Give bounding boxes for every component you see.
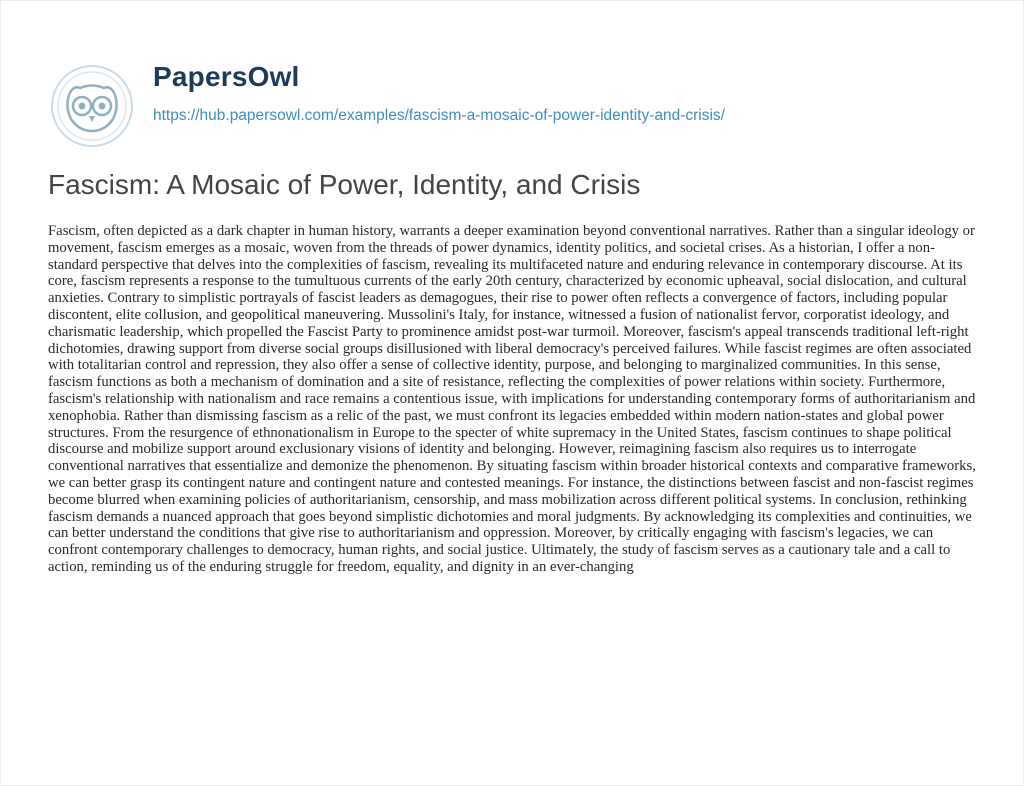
brand-name: PapersOwl [153, 61, 300, 92]
owl-logo-icon [49, 63, 135, 149]
article-title: Fascism: A Mosaic of Power, Identity, and Crisis [48, 169, 641, 200]
site-header [49, 51, 989, 141]
page-url-link[interactable]: https://hub.papersowl.com/examples/fascism-a-mosaic-of-power-identity-and-crisis/ [153, 107, 725, 124]
article-body: Fascism, often depicted as a dark chapter in human history, warrants a deeper examination beyond conventional narratives. Rather than a singular ideology or movement, fascism emerges as a mosaic, woven from the threads of power dynamics, identity politics, and societal crises. As a historian, I offer a non-standard perspective that delves into the complexities of fascism, revealing its multifaceted nature and enduring relevance in contemporary discourse. At its core, fascism represents a response to the tumultuous currents of the early 20th century, characterized by economic upheaval, social dislocation, and cultural anxieties. Contrary to simplistic portrayals of fascist leaders as demagogues, their rise to power often reflects a convergence of factors, including popular discontent, elite collusion, and geopolitical maneuvering. Mussolini's Italy, for instance, witnessed a fusion of nationalist fervor, corporatist ideology, and charismatic leadership, which propelled the Fascist Party to prominence amidst post-war turmoil. Moreover, fascism's appeal transcends traditional left-right dichotomies, drawing support from diverse social groups disillusioned with liberal democracy's perceived failures. While fascist regimes are often associated with totalitarian control and repression, they also offer a sense of collective identity, purpose, and belonging to marginalized communities. In this sense, fascism functions as both a mechanism of domination and a site of resistance, reflecting the complexities of power relations within society. Furthermore, fascism's relationship with nationalism and race remains a contentious issue, with implications for understanding contemporary forms of authoritarianism and xenophobia. Rather than dismissing fascism as a relic of the past, we must confront its legacies embedded within modern nation-states and global power structures. From the resurgence of ethnonationalism in Europe to the specter of white supremacy in the United States, fascism continues to shape political discourse and mobilize support around exclusionary visions of identity and belonging. However, reimagining fascism also requires us to interrogate conventional narratives that essentialize and demonize the phenomenon. By situating fascism within broader historical contexts and comparative frameworks, we can better grasp its contingent nature and contingent nature and contested meanings. For instance, the distinctions between fascist and non-fascist regimes become blurred when examining policies of authoritarianism, censorship, and mass mobilization across different political systems. In conclusion, rethinking fascism demands a nuanced approach that goes beyond simplistic dichotomies and moral judgments. By acknowledging its complexities and continuities, we can better understand the conditions that give rise to authoritarianism and oppression. Moreover, by critically engaging with fascism's legacies, we can confront contemporary challenges to democracy, human rights, and social justice. Ultimately, the study of fascism serves as a cautionary tale and a call to action, reminding us of the enduring struggle for freedom, equality, and dignity in an ever-changing [48, 223, 976, 575]
